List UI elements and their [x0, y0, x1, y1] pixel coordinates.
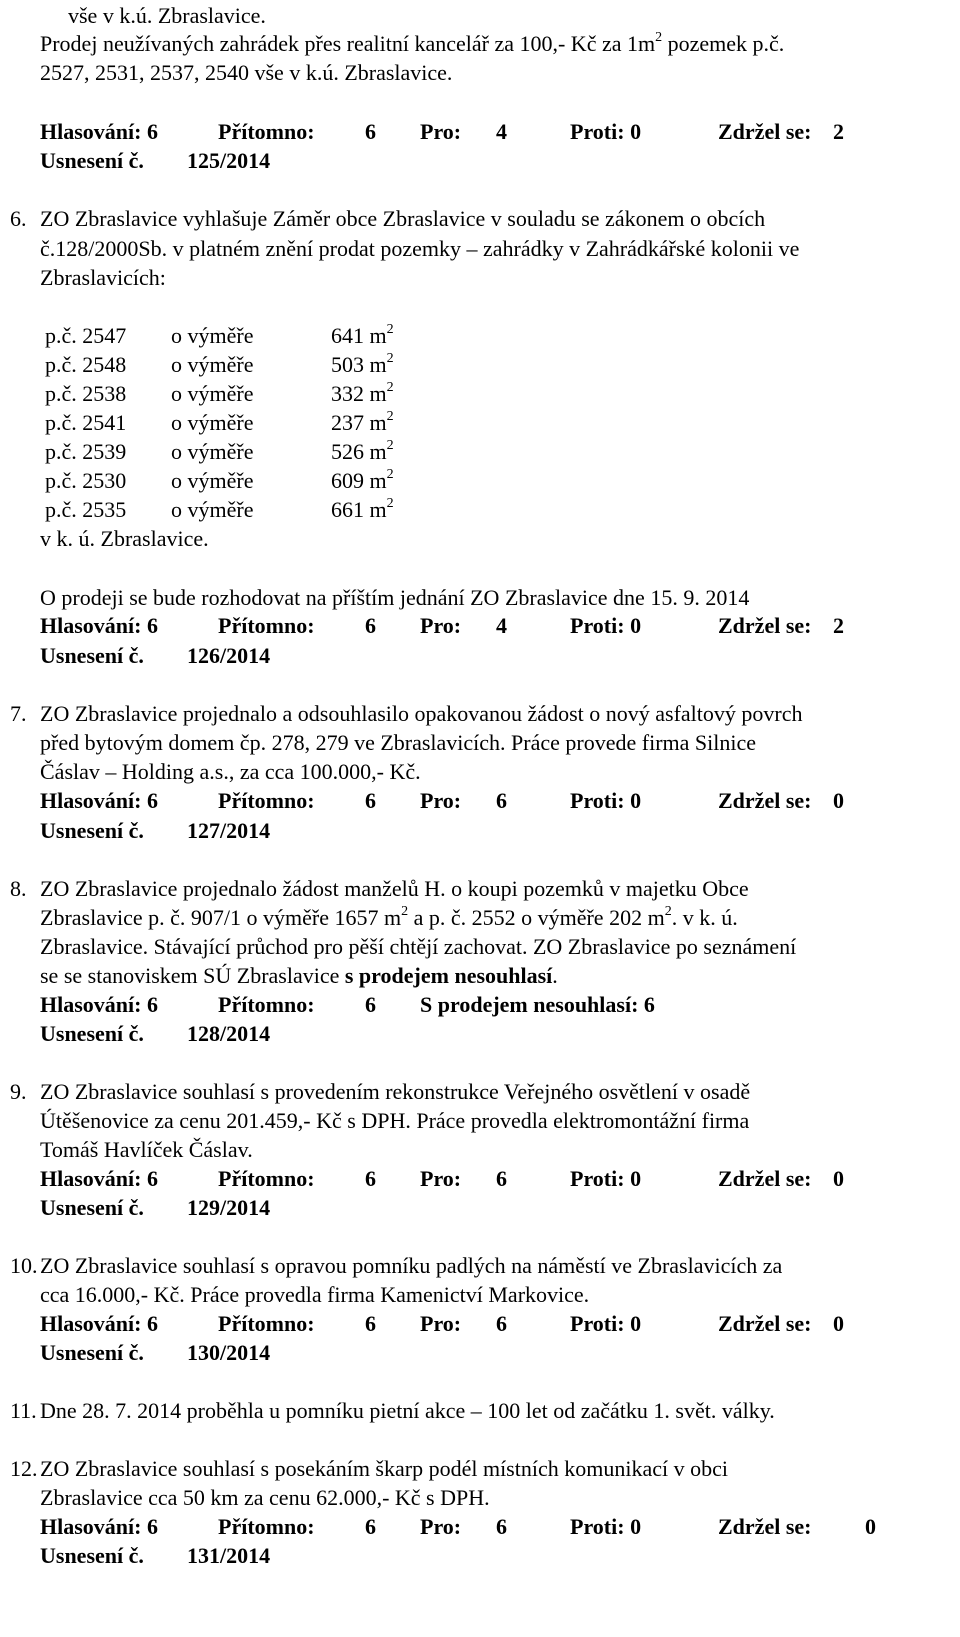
vote-against: Proti: 0 — [570, 1311, 642, 1336]
vote-abstain-value: 2 — [833, 119, 844, 144]
text-line: Útěšenovice za cenu 201.459,- Kč s DPH. Práce provedla elektromontážní firma — [40, 1108, 750, 1133]
vote-for-value: 4 — [496, 613, 507, 638]
vote-against: Proti: 0 — [570, 788, 642, 813]
item-number: 10. — [10, 1253, 38, 1278]
text-line: ZO Zbraslavice vyhlašuje Záměr obce Zbraslavice v souladu se zákonem o obcích — [40, 206, 766, 231]
document-page: vše v k.ú. Zbraslavice. Prodej neužívaných zahrádek přes realitní kancelář za 100,- Kč za $1m^2$ pozemek p.č. 2527, 2531, 2537, 2540 vše v k.ú. Zbraslavice. Hlasování: 6 Přítomno: 6 Pro: 4 Proti: 0 Zdržel se: 2 Usnesení č. 125/2014 6. ZO Zbraslavice vyhlašuje Záměr obce Zbraslavice v souladu se zákonem o obcích č.128/2000Sb. v platném znění prodat pozemky – zahrádky v Zahrádkářské kolonii ve Zbraslavicích: p.č. 2547 o výměře 641 $m^2$ p.č. 2548 o výměře 503 $m^2$ p.č. 2538 o výměře 332 $m^2$ p.č. 2541 o výměře 237 $m^2$ p.č. 2539 o výměře 526 $m^2$ p.č. 2530 o výměře 609 $m^2$ p.č. 2535 o výměře 661 $m^2$ v k. ú. Zbraslavice. O prodeji se bude rozhodovat na příštím jednání ZO Zbraslavice dne 15. 9. 2014 Hlasování: 6 Přítomno: 6 Pro: 4 Proti: 0 Zdržel se: 2 Usnesení č. 126/2014 7. ZO Zbraslavice projednalo a odsouhlasilo opakovanou žádost o nový asfaltový povrch před bytovým domem čp. 278, 279 ve Zbraslavicích. Práce provede firma Silnice Čáslav – Holding a.s., za cca 100.000,- Kč. Hlasování: 6 Přítomno: 6 Pro: 6 Proti: 0 Zdržel se: 0 Usnesení č. 127/2014 8. ZO Zbraslavice projednalo žádost manželů H. o koupi pozemků v majetku Obce Zbraslavice p. č. 907/1 o výměře 1657 $m^2$ a p. č. 2552 o výměře 202 $m^2$. v k. ú. Zbraslavice. Stávající průchod pro pěší chtějí zachovat. ZO Zbraslavice po seznámení se se stanoviskem SÚ Zbraslavice s prodejem nesouhlasí. Hlasování: 6 Přítomno: 6 S prodejem nesouhlasí: 6 Usnesení č. 128/2014 9. ZO Zbraslavice souhlasí s provedením rekonstrukce Veřejného osvětlení v osadě Útěšenovice za cenu 201.459,- Kč s DPH. Práce provedla elektromontážní firma Tomáš Havlíček Čáslav. Hlasování: 6 Přítomno: 6 Pro: 6 Proti: 0 Zdržel se: 0 Usnesení č. 129/2014 10. ZO Zbraslavice souhlasí s opravou pomníku padlých na náměstí ve Zbraslavicích za cca 16.000,- Kč. Práce provedla firma Kamenictví Markovice. Hlasování: 6 Přítomno: 6 Pro: 6 Proti: 0 Zdržel se: 0 Usnesení č. 130/2014 11. Dne 28. 7. 2014 proběhla u pomníku pietní akce – 100 let od začátku 1. svět. války. 12. ZO Zbraslavice souhlasí s posekáním škarp podél místních komunikací v obci Zbraslavice cca 50 km za cenu 62.000,- Kč s DPH. Hlasování: 6 Přítomno: 6 Pro: 6 Proti: 0 Zdržel se: 0 Usnesení č. 131/2014 — [10, 3, 876, 1568]
vote-abstain-label: Zdržel se: — [718, 613, 812, 638]
vote-abstain-value: 0 — [833, 1311, 844, 1336]
vote-for-value: 6 — [496, 788, 507, 813]
vote-abstain-value: 2 — [833, 613, 844, 638]
vote-present-label: Hlasování: 6 — [40, 788, 158, 813]
resolution-label: Usnesení č. — [40, 1021, 144, 1046]
text-line: Zbraslavice p. č. 907/1 o výměře 1657 $m^2$ a p. č. 2552 o výměře 202 $m^2$. v k. ú. — [40, 903, 738, 930]
resolution-number: 129/2014 — [187, 1195, 271, 1220]
resolution-number: 127/2014 — [187, 818, 271, 843]
vote-attend-label: Přítomno: — [218, 1311, 315, 1336]
vote-present-label: Hlasování: 6 — [40, 1166, 158, 1191]
resolution-number: 128/2014 — [187, 1021, 271, 1046]
vote-attend-value: 6 — [365, 119, 376, 144]
vote-present-label: Hlasování: 6 — [40, 992, 158, 1017]
text-line: Zbraslavice. Stávající průchod pro pěší chtějí zachovat. ZO Zbraslavice po seznámení — [40, 934, 797, 959]
vote-attend-label: Přítomno: — [218, 788, 315, 813]
vote-abstain-label: Zdržel se: — [718, 1166, 812, 1191]
vote-for-value: 6 — [496, 1311, 507, 1336]
vote-attend-value: 6 — [365, 788, 376, 813]
item-number: 8. — [10, 876, 27, 901]
vote-for-label: Pro: — [420, 1514, 462, 1539]
vote-for-label: Pro: — [420, 1311, 462, 1336]
text-line: O prodeji se bude rozhodovat na příštím jednání ZO Zbraslavice dne 15. 9. 2014 — [40, 585, 750, 610]
vote-abstain-label: Zdržel se: — [718, 1514, 812, 1539]
vote-attend-label: Přítomno: — [218, 1166, 315, 1191]
vote-abstain-value: 0 — [833, 1166, 844, 1191]
text-line: Zbraslavice cca 50 km za cenu 62.000,- Kč s DPH. — [40, 1485, 490, 1510]
resolution-label: Usnesení č. — [40, 1340, 144, 1365]
vote-present-label: Hlasování: 6 — [40, 119, 158, 144]
text-line: Čáslav – Holding a.s., za cca 100.000,- Kč. — [40, 759, 421, 784]
resolution-label: Usnesení č. — [40, 1543, 144, 1568]
vote-present-label: Hlasování: 6 — [40, 1311, 158, 1336]
vote-for-label: Pro: — [420, 613, 462, 638]
vote-refuse: S prodejem nesouhlasí: 6 — [420, 992, 655, 1017]
text-line: ZO Zbraslavice projednalo žádost manželů H. o koupi pozemků v majetku Obce — [40, 876, 749, 901]
resolution-label: Usnesení č. — [40, 643, 144, 668]
vote-for-label: Pro: — [420, 1166, 462, 1191]
vote-present-label: Hlasování: 6 — [40, 613, 158, 638]
resolution-number: 131/2014 — [187, 1543, 271, 1568]
resolution-label: Usnesení č. — [40, 148, 144, 173]
vote-abstain-label: Zdržel se: — [718, 1311, 812, 1336]
vote-for-value: 6 — [496, 1166, 507, 1191]
vote-attend-label: Přítomno: — [218, 992, 315, 1017]
resolution-number: 130/2014 — [187, 1340, 271, 1365]
vote-abstain-label: Zdržel se: — [718, 119, 812, 144]
vote-abstain-value: 0 — [865, 1514, 876, 1539]
item-number: 7. — [10, 701, 27, 726]
item-number: 12. — [10, 1456, 38, 1481]
item-number: 9. — [10, 1079, 27, 1104]
vote-abstain-value: 0 — [833, 788, 844, 813]
vote-attend-value: 6 — [365, 1514, 376, 1539]
text-line: Prodej neužívaných zahrádek přes realitní kancelář za 100,- Kč za $1m^2$ pozemek p.č. — [40, 29, 785, 56]
item-number: 6. — [10, 206, 27, 231]
text-line: ZO Zbraslavice souhlasí s provedením rekonstrukce Veřejného osvětlení v osadě — [40, 1079, 751, 1104]
text-line: ZO Zbraslavice souhlasí s posekáním škarp podél místních komunikací v obci — [40, 1456, 728, 1481]
vote-attend-value: 6 — [365, 1166, 376, 1191]
text-line: č.128/2000Sb. v platném znění prodat pozemky – zahrádky v Zahrádkářské kolonii ve — [40, 236, 800, 261]
refusal-emphasis: s prodejem nesouhlasí — [344, 963, 553, 988]
text-line: vše v k.ú. Zbraslavice. — [68, 3, 266, 28]
text-line: ZO Zbraslavice souhlasí s opravou pomníku padlých na náměstí ve Zbraslavicích za — [40, 1253, 783, 1278]
resolution-number: 126/2014 — [187, 643, 271, 668]
text-line: 2527, 2531, 2537, 2540 vše v k.ú. Zbraslavice. — [40, 60, 453, 85]
text-line: se se stanoviskem SÚ Zbraslavice s prodejem nesouhlasí. — [40, 963, 558, 988]
item-number: 11. — [10, 1398, 37, 1423]
text-line: ZO Zbraslavice projednalo a odsouhlasilo opakovanou žádost o nový asfaltový povrch — [40, 701, 803, 726]
resolution-label: Usnesení č. — [40, 818, 144, 843]
vote-attend-label: Přítomno: — [218, 1514, 315, 1539]
resolution-number: 125/2014 — [187, 148, 271, 173]
text-line: v k. ú. Zbraslavice. — [40, 526, 209, 551]
vote-attend-value: 6 — [365, 613, 376, 638]
vote-for-value: 6 — [496, 1514, 507, 1539]
vote-attend-value: 6 — [365, 992, 376, 1017]
text-line: Tomáš Havlíček Čáslav. — [40, 1137, 253, 1162]
text-line: před bytovým domem čp. 278, 279 ve Zbraslavicích. Práce provede firma Silnice — [40, 730, 757, 755]
vote-for-value: 4 — [496, 119, 507, 144]
vote-for-label: Pro: — [420, 788, 462, 813]
vote-for-label: Pro: — [420, 119, 462, 144]
vote-against: Proti: 0 — [570, 613, 642, 638]
vote-against: Proti: 0 — [570, 1166, 642, 1191]
vote-against: Proti: 0 — [570, 119, 642, 144]
resolution-label: Usnesení č. — [40, 1195, 144, 1220]
vote-present-label: Hlasování: 6 — [40, 1514, 158, 1539]
vote-attend-label: Přítomno: — [218, 613, 315, 638]
text-line: Zbraslavicích: — [40, 265, 166, 290]
vote-against: Proti: 0 — [570, 1514, 642, 1539]
vote-attend-label: Přítomno: — [218, 119, 315, 144]
text-line: cca 16.000,- Kč. Práce provedla firma Kamenictví Markovice. — [40, 1282, 590, 1307]
vote-abstain-label: Zdržel se: — [718, 788, 812, 813]
text-line: Dne 28. 7. 2014 proběhla u pomníku pietní akce – 100 let od začátku 1. svět. války. — [40, 1398, 775, 1423]
vote-attend-value: 6 — [365, 1311, 376, 1336]
